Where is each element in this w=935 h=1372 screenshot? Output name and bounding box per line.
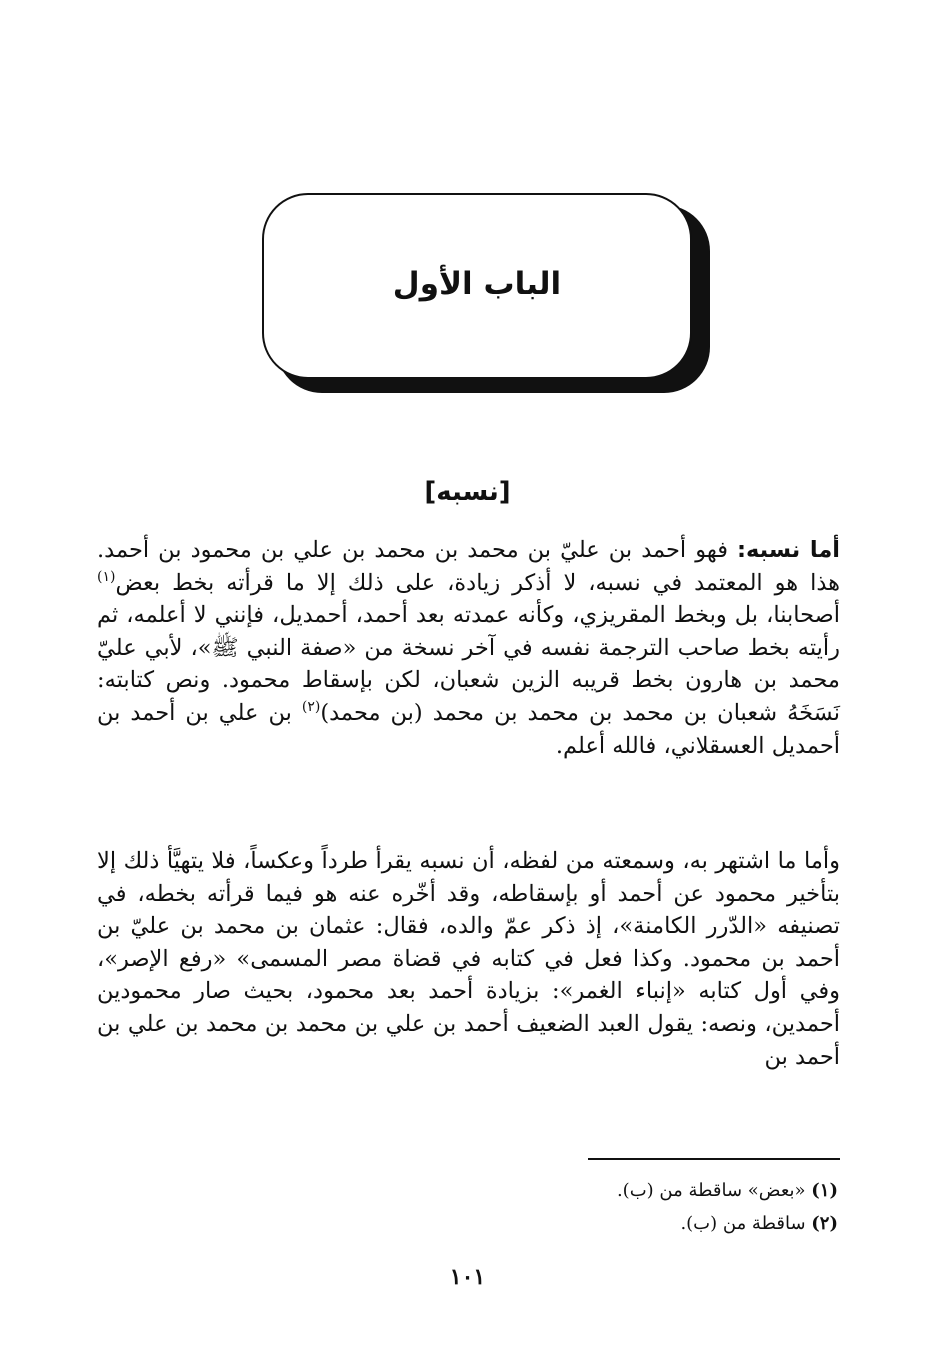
paragraph-lineage	[97, 534, 840, 762]
section-title: [نسبه]	[424, 477, 511, 507]
footnote-ref-1: (١)	[97, 568, 116, 585]
page-number: ١٠١	[449, 1264, 486, 1290]
footnote-1	[450, 1178, 838, 1204]
footnote-number: (٢)	[811, 1213, 838, 1234]
footnote-ref-2: (٢)	[301, 698, 321, 715]
chapter-title: الباب الأول	[392, 266, 562, 302]
paragraph-text-c: بن علي بن أحمد بن أحمديل العسقلاني، فالله أعلم.	[97, 699, 840, 759]
footnote-divider	[588, 1158, 840, 1160]
footnote-text: «بعض» ساقطة من (ب).	[616, 1180, 806, 1201]
footnote-number: (١)	[811, 1180, 838, 1201]
paragraph-lead: أما نسبه:	[737, 537, 840, 563]
footnote-text: ساقطة من (ب).	[680, 1213, 806, 1234]
footnote-2	[450, 1211, 838, 1237]
paragraph-fame: وأما ما اشتهر به، وسمعته من لفظه، أن نسبه يقرأ طرداً وعكساً، فلا يتهيَّأ ذلك إلا بتأخير محمود عن أحمد أو بإسقاطه، وقد أخّره عنه هو فيما قرأته بخطه، في تصنيفه «الدّرر الكامنة»، إذ ذكر عمّ والده، فقال: عثمان بن محمد بن عليّ بن أحمد بن محمود. وكذا فعل في كتابه في قضاة مصر المسمى» «رفع الإصر»، وفي أول كتابه «إنباء الغمر»: بزيادة أحمد بعد محمود، بحيث صار محمودين أحمدين، ونصه: يقول العبد الضعيف أحمد بن علي بن محمد بن محمد بن علي بن أحمد بن	[97, 848, 840, 1070]
paragraph-text-b: أصحابنا، بل وبخط المقريزي، وكأنه عمدته بعد أحمد، أحمديل، فإنني لا أعلمه، ثم رأيته بخط صاحب الترجمة نفسه في آخر نسخة من «صفة النبي ﷺ»، لأبي عليّ محمد بن هارون بخط قريبه الزين شعبان، لكن بإسقاط محمود. ونص كتابته: نَسَخَهُ شعبان بن محمد بن محمد بن محمد (بن محمد)	[97, 602, 840, 726]
paragraph-text-a: فهو أحمد بن عليّ بن محمد بن محمد بن علي بن محمود بن أحمد. هذا هو المعتمد في نسبه، لا أذكر زيادة، على ذلك إلا ما قرأته بخط بعض	[97, 537, 840, 596]
